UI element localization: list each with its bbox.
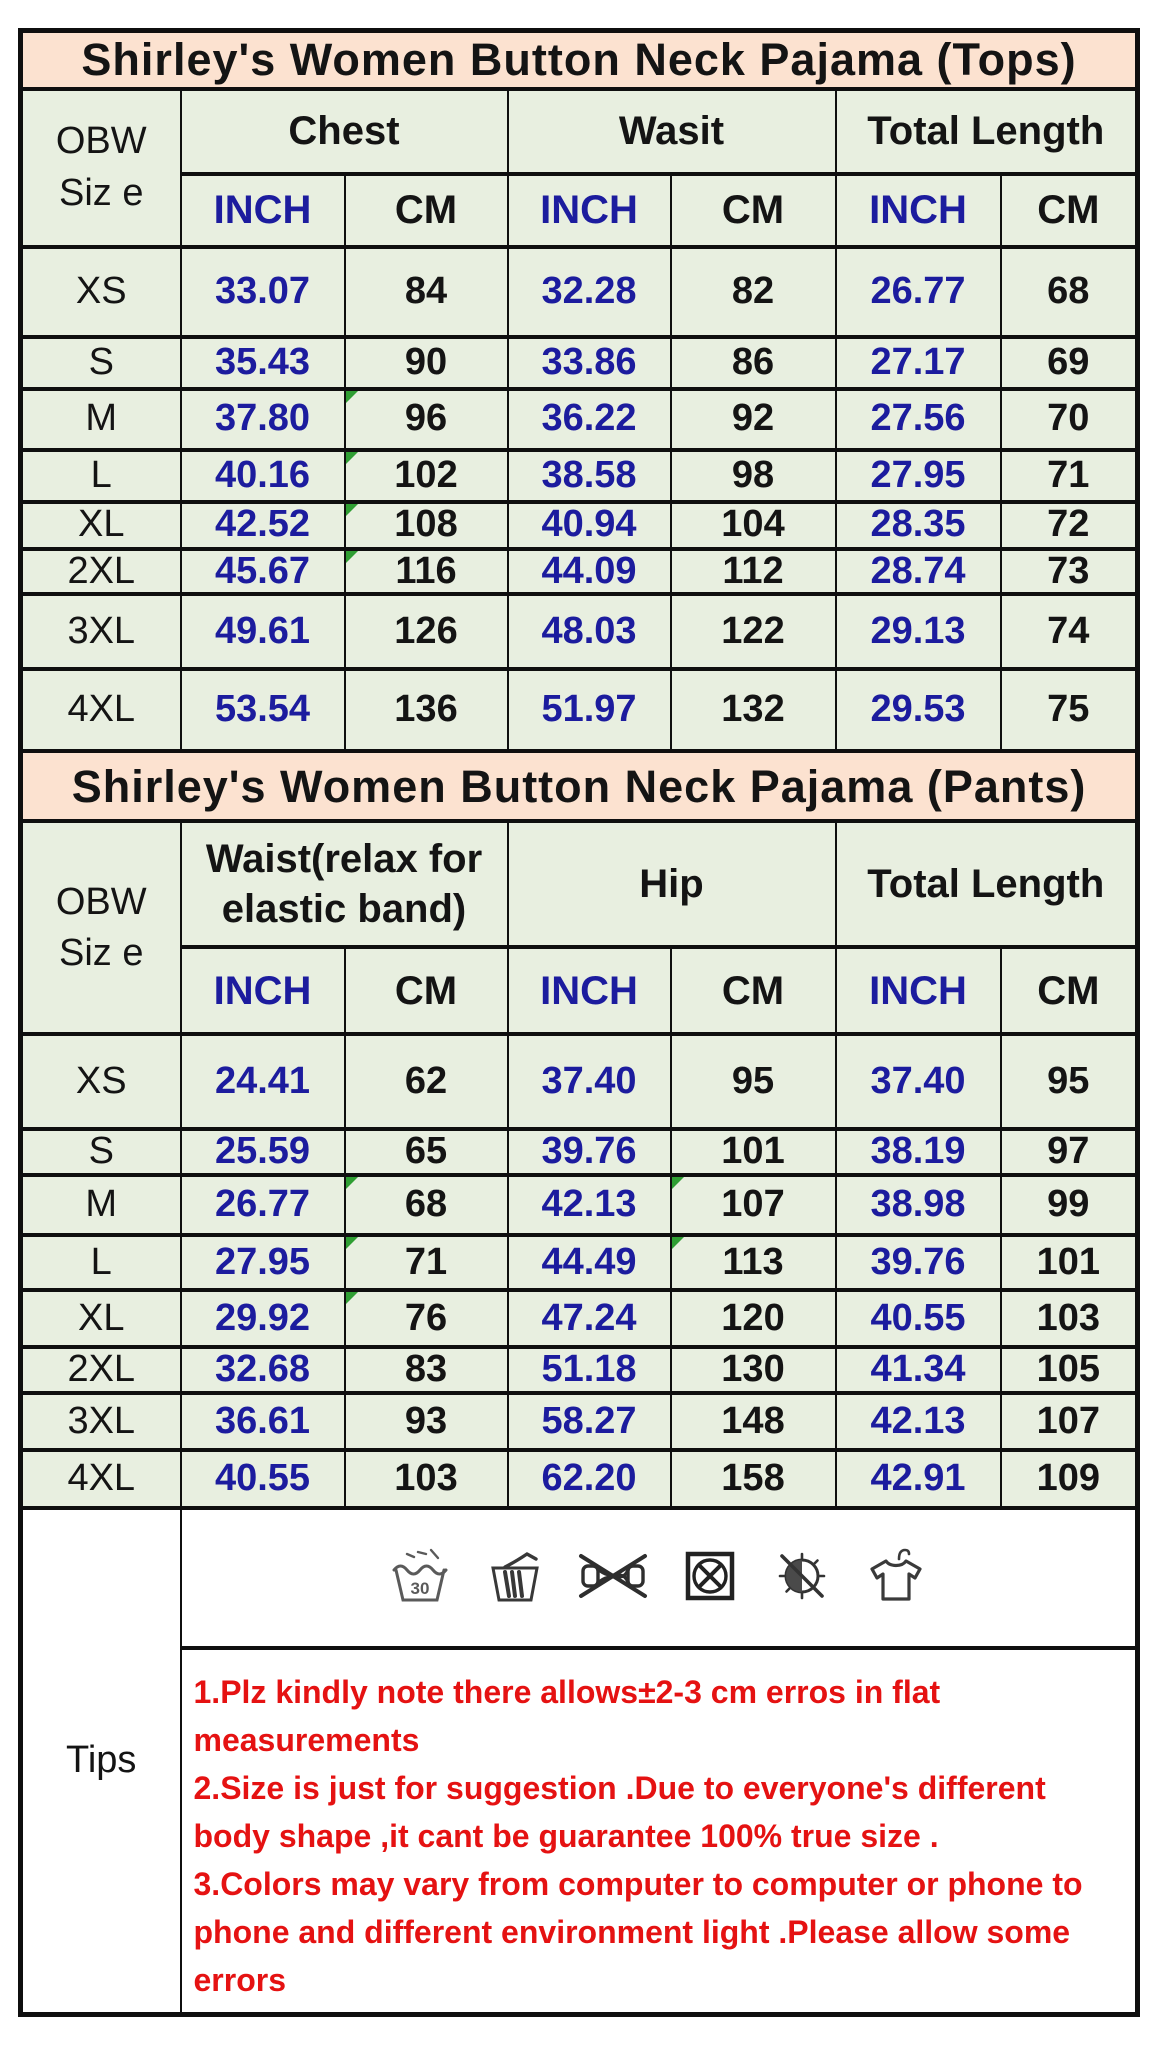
value-cell: 71 [1001,450,1138,502]
tip-line: 2.Size is just for suggestion .Due to everyone's different body shape ,it cant be guarantee 100% true size . [193,1770,1046,1855]
table-row [21,1347,1138,1393]
value-cell: 45.67 [181,549,345,595]
value-cell: 93 [345,1393,508,1450]
value-cell: 36.22 [508,389,671,450]
unit-header-inch: INCH [836,174,1001,247]
unit-header-cm: CM [345,174,508,247]
size-cell: M [21,1175,181,1235]
value-cell: 62 [345,1034,508,1129]
tops-group-total-length: Total Length [836,89,1138,174]
value-cell: 40.55 [181,1450,345,1508]
tips-row [21,1648,1138,2015]
value-cell: 122 [671,594,836,669]
table-row [21,1175,1138,1235]
value-cell: 42.52 [181,502,345,549]
tops-size-header [21,89,181,247]
value-cell: 49.61 [181,594,345,669]
tops-group-waist: Wasit [508,89,836,174]
value-cell: 32.28 [508,247,671,337]
size-cell: L [21,450,181,502]
do-not-dry-clean-icon [770,1546,834,1611]
value-cell: 105 [1001,1347,1138,1393]
value-cell: 40.94 [508,502,671,549]
value-cell: 116 [345,549,508,595]
value-cell: 104 [671,502,836,549]
size-cell: XL [21,502,181,549]
value-cell: 29.53 [836,669,1001,751]
size-cell: S [21,1129,181,1175]
tops-title: Shirley's Women Button Neck Pajama (Tops) [21,31,1138,89]
value-cell: 126 [345,594,508,669]
value-cell: 113 [671,1235,836,1290]
table-row [21,1129,1138,1175]
unit-header-cm: CM [1001,947,1138,1034]
value-cell: 41.34 [836,1347,1001,1393]
size-cell: XS [21,247,181,337]
table-row [21,337,1138,389]
value-cell: 68 [1001,247,1138,337]
unit-header-cm: CM [345,947,508,1034]
pants-title-row [21,751,1138,821]
care-icons-row [21,1508,1138,1648]
pants-group-header-row [21,821,1138,947]
size-cell: 4XL [21,669,181,751]
value-cell: 27.56 [836,389,1001,450]
value-cell: 95 [671,1034,836,1129]
value-cell: 26.77 [836,247,1001,337]
value-cell: 130 [671,1347,836,1393]
value-cell: 40.16 [181,450,345,502]
value-cell: 37.80 [181,389,345,450]
tips-label: Tips [21,1508,181,2015]
value-cell: 47.24 [508,1290,671,1347]
hand-wash-30-icon [388,1546,452,1611]
value-cell: 108 [345,502,508,549]
value-cell: 101 [1001,1235,1138,1290]
value-cell: 39.76 [508,1129,671,1175]
do-not-wring-icon [577,1546,649,1611]
unit-header-inch: INCH [508,174,671,247]
value-cell: 72 [1001,502,1138,549]
value-cell: 33.07 [181,247,345,337]
value-cell: 27.17 [836,337,1001,389]
table-row [21,669,1138,751]
table-row [21,1393,1138,1450]
table-row [21,1450,1138,1508]
value-cell: 44.09 [508,549,671,595]
table-row [21,1034,1138,1129]
table-row [21,389,1138,450]
unit-header-inch: INCH [508,947,671,1034]
value-cell: 33.86 [508,337,671,389]
care-icons-cell [181,1508,1138,1648]
unit-header-inch: INCH [181,947,345,1034]
value-cell: 42.91 [836,1450,1001,1508]
value-cell: 136 [345,669,508,751]
value-cell: 112 [671,549,836,595]
value-cell: 27.95 [181,1235,345,1290]
value-cell: 38.98 [836,1175,1001,1235]
value-cell: 76 [345,1290,508,1347]
tip-line: 3.Colors may vary from computer to computer or phone to phone and different environment light .Please allow some errors [193,1866,1083,1999]
size-header-line2: Siz e [59,171,144,214]
value-cell: 40.55 [836,1290,1001,1347]
value-cell: 73 [1001,549,1138,595]
value-cell: 82 [671,247,836,337]
size-header-line2: Siz e [59,931,144,974]
value-cell: 99 [1001,1175,1138,1235]
value-cell: 58.27 [508,1393,671,1450]
value-cell: 24.41 [181,1034,345,1129]
value-cell: 37.40 [836,1034,1001,1129]
value-cell: 120 [671,1290,836,1347]
tips-text-cell [181,1648,1138,2015]
pants-title: Shirley's Women Button Neck Pajama (Pants) [21,751,1138,821]
value-cell: 28.35 [836,502,1001,549]
value-cell: 158 [671,1450,836,1508]
value-cell: 103 [345,1450,508,1508]
value-cell: 35.43 [181,337,345,389]
do-not-tumble-dry-icon [680,1546,740,1611]
table-row [21,549,1138,595]
value-cell: 102 [345,450,508,502]
value-cell: 70 [1001,389,1138,450]
value-cell: 69 [1001,337,1138,389]
size-cell: M [21,389,181,450]
value-cell: 71 [345,1235,508,1290]
unit-header-inch: INCH [181,174,345,247]
size-cell: 4XL [21,1450,181,1508]
size-cell: L [21,1235,181,1290]
size-cell: 2XL [21,549,181,595]
size-cell: XL [21,1290,181,1347]
value-cell: 37.40 [508,1034,671,1129]
value-cell: 38.19 [836,1129,1001,1175]
value-cell: 95 [1001,1034,1138,1129]
pants-units-row [21,947,1138,1034]
value-cell: 84 [345,247,508,337]
unit-header-cm: CM [1001,174,1138,247]
pants-size-header [21,821,181,1034]
value-cell: 65 [345,1129,508,1175]
value-cell: 74 [1001,594,1138,669]
value-cell: 27.95 [836,450,1001,502]
value-cell: 92 [671,389,836,450]
size-cell: 3XL [21,594,181,669]
value-cell: 107 [1001,1393,1138,1450]
value-cell: 75 [1001,669,1138,751]
value-cell: 103 [1001,1290,1138,1347]
value-cell: 36.61 [181,1393,345,1450]
value-cell: 86 [671,337,836,389]
table-row [21,247,1138,337]
value-cell: 83 [345,1347,508,1393]
table-row [21,502,1138,549]
value-cell: 132 [671,669,836,751]
value-cell: 39.76 [836,1235,1001,1290]
value-cell: 29.13 [836,594,1001,669]
size-cell: XS [21,1034,181,1129]
value-cell: 48.03 [508,594,671,669]
value-cell: 32.68 [181,1347,345,1393]
table-row [21,450,1138,502]
value-cell: 42.13 [836,1393,1001,1450]
value-cell: 29.92 [181,1290,345,1347]
value-cell: 51.18 [508,1347,671,1393]
pants-group-waist: Waist(relax for elastic band) [181,821,508,947]
value-cell: 148 [671,1393,836,1450]
value-cell: 53.54 [181,669,345,751]
tops-units-row [21,174,1138,247]
value-cell: 109 [1001,1450,1138,1508]
hand-wash-icon [483,1546,547,1611]
size-cell: 2XL [21,1347,181,1393]
value-cell: 25.59 [181,1129,345,1175]
value-cell: 44.49 [508,1235,671,1290]
pants-group-hip: Hip [508,821,836,947]
value-cell: 96 [345,389,508,450]
value-cell: 62.20 [508,1450,671,1508]
table-row [21,1235,1138,1290]
table-row [21,594,1138,669]
table-row [21,1290,1138,1347]
value-cell: 101 [671,1129,836,1175]
value-cell: 68 [345,1175,508,1235]
unit-header-cm: CM [671,947,836,1034]
pants-group-total-length: Total Length [836,821,1138,947]
value-cell: 90 [345,337,508,389]
value-cell: 28.74 [836,549,1001,595]
value-cell: 38.58 [508,450,671,502]
size-chart-table [18,28,1140,2017]
value-cell: 107 [671,1175,836,1235]
unit-header-inch: INCH [836,947,1001,1034]
tops-group-chest: Chest [181,89,508,174]
value-cell: 97 [1001,1129,1138,1175]
tops-group-header-row [21,89,1138,174]
svg-text:30: 30 [410,1578,430,1598]
size-cell: 3XL [21,1393,181,1450]
tops-title-row [21,31,1138,89]
value-cell: 26.77 [181,1175,345,1235]
size-header-line1: OBW [55,880,147,923]
size-header-line1: OBW [55,120,147,163]
drip-dry-icon [864,1545,928,1612]
size-cell: S [21,337,181,389]
value-cell: 51.97 [508,669,671,751]
unit-header-cm: CM [671,174,836,247]
value-cell: 42.13 [508,1175,671,1235]
tip-line: 1.Plz kindly note there allows±2-3 cm erros in flat measurements [193,1674,941,1759]
value-cell: 98 [671,450,836,502]
